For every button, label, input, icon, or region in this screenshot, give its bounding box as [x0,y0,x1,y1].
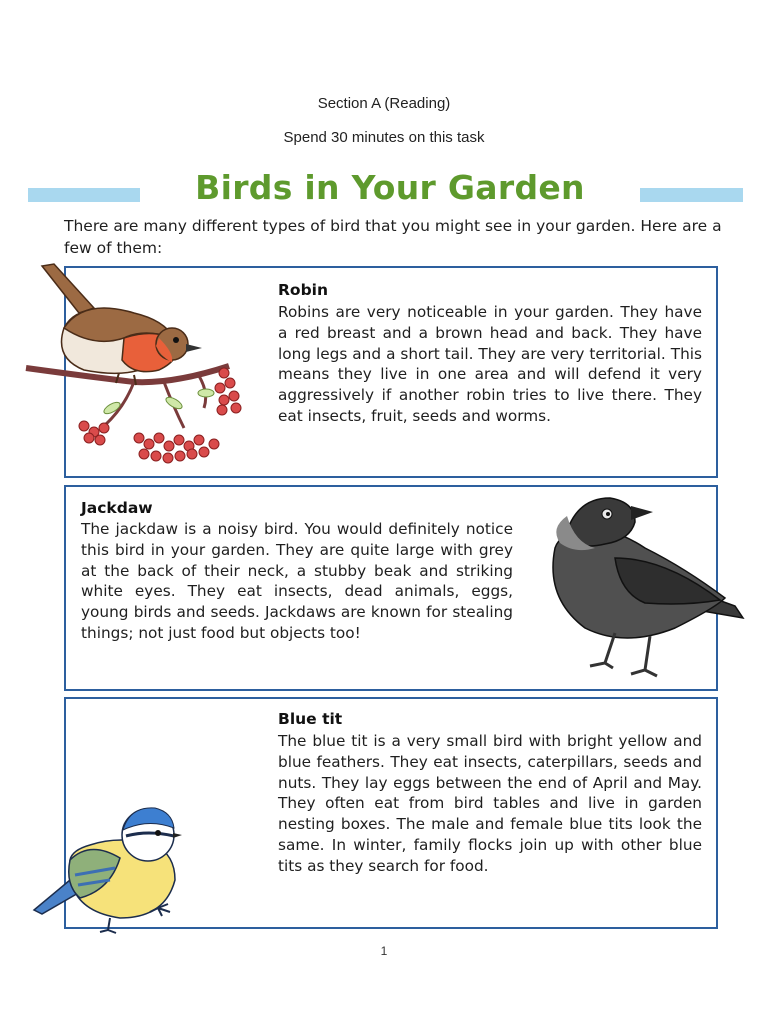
robin-heading: Robin [278,281,329,299]
robin-description: Robins are very noticeable in your garden. They have a red breast and a brown head and back. They have long legs and a short tail. They are very territorial. This means they live in one area and will defend it very aggressively if another robin tries to live there. They eat insects, fruit, seeds and worms. [278,303,702,425]
jackdaw-description: The jackdaw is a noisy bird. You would definitely notice this bird in your garden. They are quite large with grey at the back of their neck, a stubby beak and striking white eyes. They eat insects, dead animals, eggs, young birds and seeds. Jackdaws are known for stealing things; not just food but objects too! [81,520,513,642]
blue-tit-heading: Blue tit [278,710,343,728]
title-bar-left [28,188,140,202]
title-bar-right [640,188,743,202]
blue-tit-illustration-icon [30,800,195,935]
time-instruction: Spend 30 minutes on this task [283,129,485,146]
section-heading: Section A (Reading) [317,95,451,112]
robin-illustration-icon [24,258,254,473]
blue-tit-description: The blue tit is a very small bird with bright yellow and blue feathers. They eat insects, caterpillars, seeds and nuts. They lay eggs between the end of April and May. They often eat from bird tables and live in garden nesting boxes. The male and female blue tits look the same. In winter, family flocks join up with other blue tits as they search for food. [278,732,702,875]
intro-text: There are many different types of bird that you might see in your garden. Here are a few of them: [64,217,722,257]
jackdaw-heading: Jackdaw [81,499,153,517]
page-title: Birds in Your Garden [195,168,585,207]
page-number: 1 [380,944,388,958]
jackdaw-illustration-icon [535,488,747,683]
